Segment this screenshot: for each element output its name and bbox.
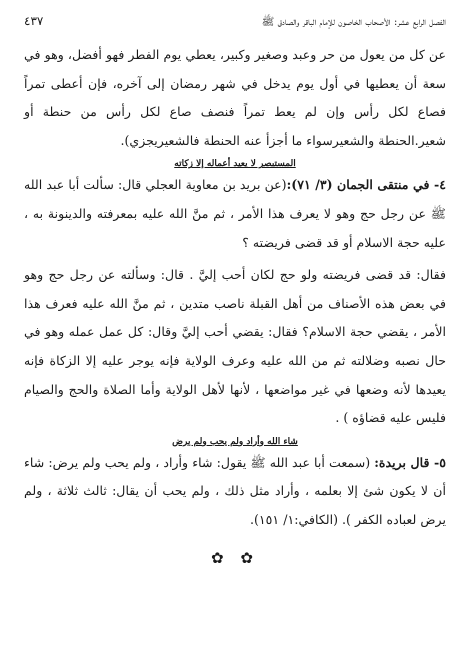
- paragraph-zakat-fitr: عن كل من يعول من حر وعبد وصغير وكبير، يعطي يوم الفطر فهو أفضل، وهو في سعة أن يعطيها في أول يوم يدخل في شهر رمضان إلى آخره، فإن أعطى تمراً فصاع لكل رأس وإن لم يعط تمراً فنصف صاع لكل رأس من حنطة أو شعير.الحنطة والشعيرسواء ما أجزأ عنه الحنطة فالشعيريجزي).: [24, 47, 447, 148]
- hadith-item-5-text: (سمعت أبا عبد الله ﷺ يقول: شاء وأراد ، ولم يحب ولم يرض: شاء أن لا يكون شئ إلا بعلمه ، وأراد مثل ذلك ، ولم يحب أن يقال: ثالث ثلاثة ، ولم يرض لعباده الكفر ). (الكافي:١/ ١٥١).: [24, 454, 446, 527]
- page-number: ٤٣٧: [24, 14, 44, 28]
- hadith-item-4-lead: ٤- في منتقى الجمان (٣/ ٧١):: [286, 177, 446, 193]
- document-page: [24, 14, 446, 667]
- paragraph-answer: فقال: قد قضى فريضته ولو حج لكان أحب إليَّ . قال: وسألته عن رجل حج وهو في بعض هذه الأصناف من أهل القبلة ناصب متدين ، ثم منَّ الله عليه فعرف هذا الأمر ، يقضي حجة الاسلام؟ فقال: يقضي أحب إليَّ وقال: كل عمل عمله وهو في حال نصبه وضلالته ثم من الله عليه وعرف الولاية فإنه يوجر عليه إلا الزكاة فإنه يعيدها لأنه وضعها في غير مواضعها ، لأنها لأهل الولاية وأما الصلاة والحج والصيام فليس عليه قضاؤه ) .: [24, 267, 446, 426]
- ornament-divider: ✿ ✿: [211, 548, 259, 567]
- section-heading-mustabsir: المستبصر لا يعيد أعماله إلا زكاته: [174, 159, 296, 170]
- running-header: [24, 14, 446, 35]
- section-heading-mashia: شاء الله وأراد ولم يحب ولم يرض: [172, 436, 298, 447]
- hadith-item-4-text: (عن بريد بن معاوية العجلي قال: سألت أبا عبد الله ﷺ عن رجل حج وهو لا يعرف هذا الأمر ، ثم منَّ الله عليه بمعرفته والدينونة به ، عليه حجة الاسلام أو قد قضى فريضته ؟: [24, 177, 446, 250]
- hadith-item-4: [24, 171, 446, 257]
- hadith-item-5-lead: ٥- قال بريدة:: [374, 454, 446, 470]
- running-title: الفصل الرابع عشر: الأصحاب الخاصون للإمام الباقر والصادق ﷺ: [261, 16, 446, 28]
- hadith-item-5: [24, 449, 446, 535]
